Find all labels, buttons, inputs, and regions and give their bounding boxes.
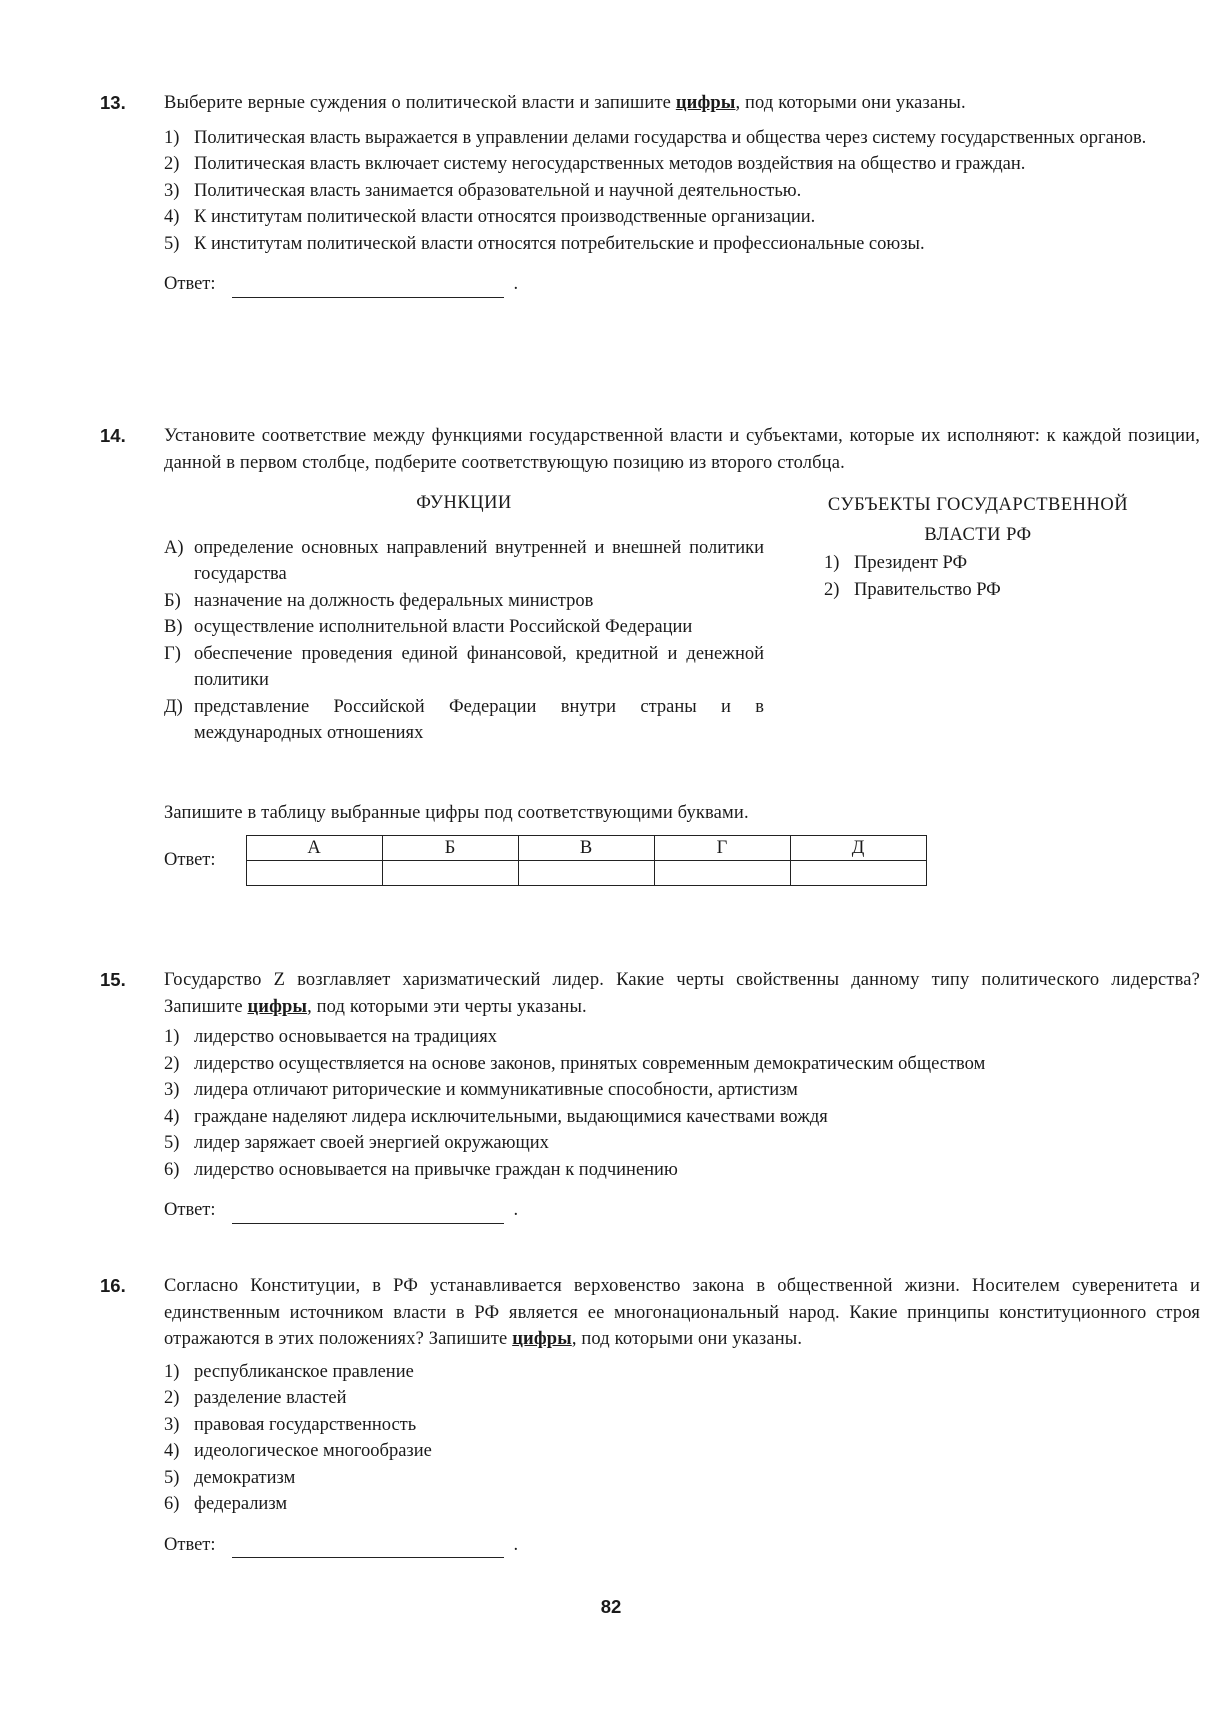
options-list [164,1359,1200,1518]
digits-emphasis: цифры [512,1329,572,1349]
answer-row: Ответ: . [164,1197,1200,1224]
option-item: 2) лидерство осуществляется на основе законов, принятых современным демократическим обществом [164,1053,986,1074]
table-instruction: Запишите в таблицу выбранные цифры под соответствующими буквами. [164,803,749,823]
options-list [164,1024,1200,1183]
answer-table-row [164,835,1200,886]
answer-cell[interactable] [518,860,654,885]
options-list [164,125,1200,258]
answer-input-line[interactable] [232,1537,504,1558]
question-number: 13. [100,92,126,113]
option-item: 4) К институтам политической власти относятся производственные организации. [164,207,816,227]
functions-heading: ФУНКЦИИ [416,493,512,513]
answer-label: Ответ: [164,849,216,870]
answer-cell[interactable] [382,860,518,885]
digits-emphasis: цифры [247,996,308,1017]
answer-label: Ответ: [164,1200,216,1220]
question-14 [100,423,1200,886]
function-item: Д) представление Российской Федерации внутри страны и в международных отношениях [164,696,764,743]
option-item: 2) Политическая власть включает систему негосударственных методов воздействия на общество и граждан. [164,154,1026,174]
subjects-heading-line2: ВЛАСТИ РФ [924,525,1032,545]
answer-label: Ответ: [164,1534,216,1555]
option-item: 1) республиканское правление [164,1361,414,1382]
option-item: 3) Политическая власть занимается образовательной и научной деятельностью. [164,180,802,201]
option-item: 4) граждане наделяют лидера исключительными, выдающимися качествами вождя [164,1106,828,1127]
digits-emphasis: цифры [675,93,736,113]
question-number: 15. [100,969,126,990]
answer-row: Ответ: . [164,271,1200,298]
answer-cell[interactable] [790,860,926,885]
question-16 [100,1273,1200,1558]
table-header: В [518,835,654,860]
page-number: 82 [600,1596,622,1617]
table-header: А [246,835,382,860]
subject-item: 1) Президент РФ [824,553,968,573]
answer-input-line[interactable] [232,277,504,298]
subjects-heading-line1: СУБЪЕКТЫ ГОСУДАРСТВЕННОЙ [827,495,1129,515]
option-item: 5) демократизм [164,1467,296,1488]
subjects-column [788,490,1188,603]
table-header: Д [790,835,926,860]
answer-label: Ответ: [164,274,216,294]
option-item: 2) разделение властей [164,1388,347,1408]
option-item: 3) лидера отличают риторические и коммуникативные способности, артистизм [164,1080,798,1100]
function-item: А) определение основных направлений внутренней и внешней политики государства [164,537,764,584]
option-item: 5) К институтам политической власти относятся потребительские и профессиональные союзы. [164,233,925,254]
function-item: Б) назначение на должность федеральных министров [164,590,594,611]
option-item: 1) лидерство основывается на традициях [164,1027,497,1047]
answer-input-line[interactable] [232,1203,504,1224]
function-item: В) осуществление исполнительной власти Российской Федерации [164,617,693,637]
question-13 [100,90,1200,298]
matching-columns [164,490,1200,800]
question-text: Согласно Конституции, в РФ устанавливается верховенство закона в общественной жизни. Носителем суверенитета и единственным источником власти в РФ является ее многонациональный народ. Какие принципы конституционного строя отражаются в этих положениях? Запишите цифры, под которыми они указаны. [164,1276,1200,1349]
functions-column [164,490,764,747]
question-15 [100,967,1200,1224]
option-item: 1) Политическая власть выражается в управлении делами государства и общества через систему государственных органов. [164,127,1147,148]
answer-row: Ответ: . [164,1532,1200,1559]
option-item: 4) идеологическое многообразие [164,1441,432,1461]
answer-cell[interactable] [654,860,790,885]
option-item: 6) лидерство основывается на привычке граждан к подчинению [164,1159,678,1180]
option-item: 3) правовая государственность [164,1414,417,1435]
table-header: Б [382,835,518,860]
question-number: 16. [100,1275,126,1296]
table-header: Г [654,835,790,860]
question-number: 14. [100,425,126,446]
option-item: 5) лидер заряжает своей энергией окружающих [164,1133,549,1153]
option-item: 6) федерализм [164,1494,288,1514]
answer-cell[interactable] [246,860,382,885]
function-item: Г) обеспечение проведения единой финансовой, кредитной и денежной политики [164,643,764,690]
question-text: Выберите верные суждения о политической власти и запишите цифры, под которыми они указаны. [164,93,966,113]
subject-item: 2) Правительство РФ [824,579,1001,600]
answer-table [246,835,927,886]
question-text: Государство Z возглавляет харизматический лидер. Какие черты свойственны данному типу политического лидерства? Запишите цифры, под которыми эти черты указаны. [164,970,1200,1017]
question-text: Установите соответствие между функциями государственной власти и субъектами, которые их исполняют: к каждой позиции, данной в первом столбце, подберите соответствующую позицию из второго столбца. [164,426,1200,473]
